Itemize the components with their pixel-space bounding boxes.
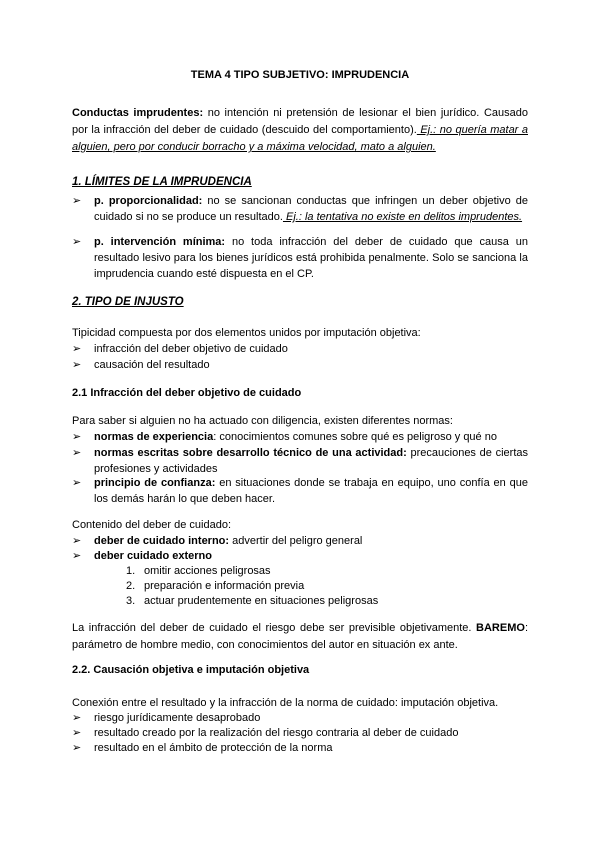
- typicity-item-text: infracción del deber objetivo de cuidado: [94, 343, 288, 355]
- intro-paragraph: [72, 105, 528, 156]
- arrow-bullet-icon: ➢: [72, 195, 82, 207]
- page-title: TEMA 4 TIPO SUBJETIVO: IMPRUDENCIA: [190, 69, 410, 81]
- norm-item: [72, 445, 529, 477]
- typicity-item: [72, 341, 528, 357]
- section-2-1-heading: 2.1 Infracción del deber objetivo de cuidado: [72, 387, 302, 399]
- arrow-bullet-icon: ➢: [72, 236, 82, 248]
- arrow-bullet-icon: ➢: [72, 447, 82, 459]
- arrow-bullet-icon: ➢: [72, 712, 82, 724]
- norm-item: [72, 475, 528, 507]
- arrow-bullet-icon: ➢: [72, 477, 82, 489]
- norm-term: principio de confianza:: [94, 477, 216, 489]
- limit-item-proportionality: [72, 193, 528, 225]
- typicity-item-text: causación del resultado: [94, 359, 210, 371]
- numbered-item: [126, 578, 304, 594]
- duty-item-internal: [72, 533, 528, 549]
- intro-text: no intención ni pretensión de lesionar el bien jurídico. Causado por la infracción del deber de cuidado (descuido del comportamiento).: [72, 107, 528, 136]
- section-2-text: Tipicidad compuesta por dos elementos unidos por imputación objetiva:: [72, 327, 421, 339]
- section-1-heading: 1. LÍMITES DE LA IMPRUDENCIA: [72, 176, 252, 188]
- risk-text: La infracción del deber de cuidado el riesgo debe ser previsible objetivamente.: [72, 622, 477, 634]
- limit-term: p. intervención mínima:: [94, 236, 226, 248]
- arrow-bullet-icon: ➢: [72, 535, 82, 547]
- numbered-item: [126, 593, 378, 609]
- item-number: 1.: [126, 565, 136, 577]
- risk-text-2: : parámetro de hombre medio, con conocimientos del autor en situación ex ante.: [72, 622, 528, 651]
- item-number: 2.: [126, 580, 136, 592]
- imputation-item-text: riesgo jurídicamente desaprobado: [94, 712, 261, 724]
- imputation-item: [72, 740, 528, 756]
- norm-text: : conocimientos comunes sobre qué es peligroso y qué no: [213, 431, 497, 443]
- baremo-term: BAREMO: [476, 622, 525, 634]
- norm-text: en situaciones donde se trabaja en equipo, uno confía en que los demás harán lo que deben hacer.: [94, 477, 528, 505]
- duty-content-intro: Contenido del deber de cuidado:: [72, 519, 232, 531]
- arrow-bullet-icon: ➢: [72, 359, 82, 371]
- arrow-bullet-icon: ➢: [72, 343, 82, 355]
- limit-item-minimal-intervention: [72, 234, 528, 282]
- duty-term: deber cuidado externo: [94, 550, 212, 562]
- limit-text: no toda infracción del deber de cuidado que causa un resultado lesivo para los bienes jurídicos está prohibida penalmente. Solo se sanciona la imprudencia cuando esté dispuesta en el CP.: [94, 236, 528, 280]
- norm-text: precauciones de ciertas profesiones y actividades: [94, 447, 529, 475]
- section-2-1-text: Para saber si alguien no ha actuado con diligencia, existen diferentes normas:: [72, 415, 453, 427]
- norm-term: normas de experiencia: [94, 431, 214, 443]
- section-2-2-heading: 2.2. Causación objetiva e imputación objetiva: [72, 664, 310, 676]
- norm-term: normas escritas sobre desarrollo técnico de una actividad:: [94, 447, 407, 459]
- section-2-heading: 2. TIPO DE INJUSTO: [72, 296, 184, 308]
- duty-text: advertir del peligro general: [229, 535, 363, 547]
- arrow-bullet-icon: ➢: [72, 742, 82, 754]
- limit-example: Ej.: la tentativa no existe en delitos imprudentes.: [282, 211, 523, 223]
- arrow-bullet-icon: ➢: [72, 727, 82, 739]
- norm-item: [72, 429, 528, 445]
- item-text: preparación e información previa: [144, 580, 305, 592]
- typicity-item: [72, 357, 528, 373]
- imputation-item-text: resultado en el ámbito de protección de la norma: [94, 742, 333, 754]
- risk-paragraph: [72, 620, 528, 654]
- limit-term: p. proporcionalidad:: [94, 195, 203, 207]
- imputation-item-text: resultado creado por la realización del riesgo contraria al deber de cuidado: [94, 727, 459, 739]
- numbered-item: [126, 563, 271, 579]
- imputation-item: [72, 710, 528, 726]
- item-number: 3.: [126, 595, 136, 607]
- item-text: omitir acciones peligrosas: [144, 565, 271, 577]
- arrow-bullet-icon: ➢: [72, 431, 82, 443]
- limit-text: no se sancionan conductas que infringen un deber objetivo de cuidado si no se produce un resultado.: [94, 195, 528, 223]
- item-text: actuar prudentemente en situaciones peligrosas: [144, 595, 379, 607]
- intro-example: Ej.: no quería matar a alguien, pero por conducir borracho y a máxima velocidad, mato a alguien.: [72, 124, 528, 153]
- arrow-bullet-icon: ➢: [72, 550, 82, 562]
- section-2-2-text: Conexión entre el resultado y la infracción de la norma de cuidado: imputación objetiva.: [72, 697, 499, 709]
- duty-term: deber de cuidado interno:: [94, 535, 230, 547]
- duty-item-external: [72, 548, 528, 564]
- imputation-item: [72, 725, 528, 741]
- intro-term: Conductas imprudentes:: [72, 107, 204, 119]
